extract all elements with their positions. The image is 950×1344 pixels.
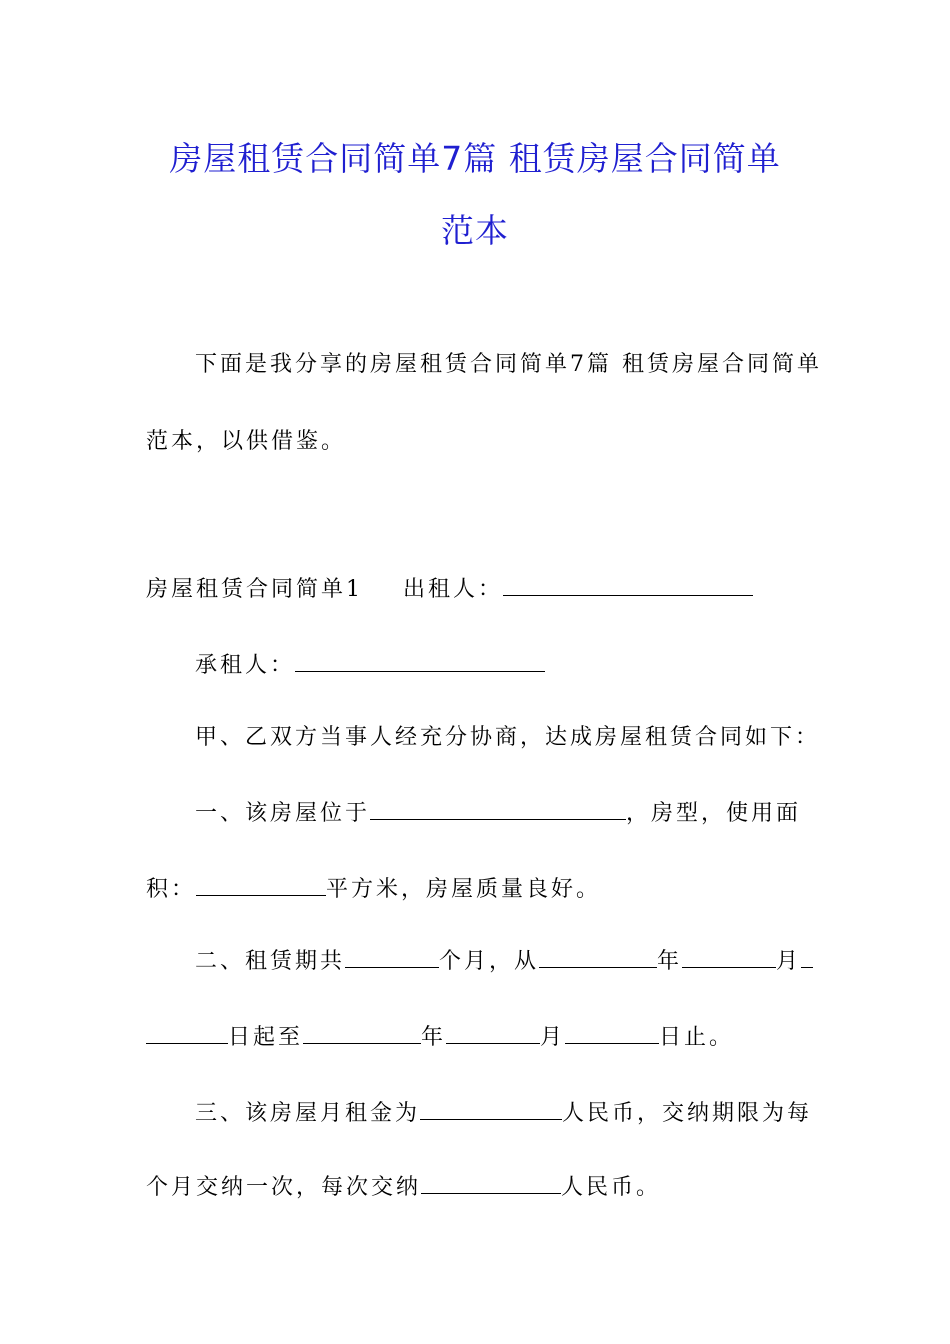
end-month-blank xyxy=(446,1023,540,1044)
lessee-blank xyxy=(295,651,545,672)
clause-2-text-g: 月 xyxy=(540,1025,566,1050)
clause-3-text-a: 三、该房屋月租金为 xyxy=(195,1101,421,1126)
clause-2-text-c: 年 xyxy=(657,949,683,974)
clause-3-row-2 xyxy=(146,1170,661,1201)
clause-2-row-2 xyxy=(146,1020,734,1051)
start-day-blank-part xyxy=(801,947,813,968)
clause-2-text-d: 月 xyxy=(776,949,802,974)
lessee-row xyxy=(195,648,545,679)
payment-amount-blank xyxy=(421,1173,561,1194)
clause-3-text-b: 人民币，交纳期限为每 xyxy=(562,1101,813,1126)
section-heading: 房屋租赁合同简单1 xyxy=(146,577,363,602)
clause-2-text-b: 个月，从 xyxy=(439,949,540,974)
clause-1-row-1 xyxy=(195,796,801,827)
intro-line-1: 下面是我分享的房屋租赁合同简单7篇 租赁房屋合同简单 xyxy=(195,352,822,377)
clause-2-text-f: 年 xyxy=(421,1025,447,1050)
end-year-blank xyxy=(303,1023,421,1044)
monthly-rent-blank xyxy=(420,1099,562,1120)
intro-line-2: 范本，以供借鉴。 xyxy=(146,429,347,454)
months-blank xyxy=(345,947,439,968)
end-day-blank xyxy=(565,1023,659,1044)
lessor-label: 出租人： xyxy=(403,577,504,602)
clause-3-text-d: 人民币。 xyxy=(561,1175,662,1200)
clause-3-row-1 xyxy=(195,1096,812,1127)
start-month-blank xyxy=(682,947,776,968)
document-title-line-1: 房屋租赁合同简单7篇 租赁房屋合同简单 xyxy=(169,139,781,178)
clause-1-text-d: 平方米，房屋质量良好。 xyxy=(326,877,602,902)
clause-2-text-h: 日止。 xyxy=(659,1025,735,1050)
section-heading-row xyxy=(146,572,753,603)
clause-1-text-c: 积： xyxy=(146,877,197,902)
clause-2-text-a: 二、租赁期共 xyxy=(195,949,346,974)
area-blank xyxy=(196,875,326,896)
lessee-label: 承租人： xyxy=(195,653,296,678)
start-year-blank xyxy=(539,947,657,968)
agreement-line: 甲、乙双方当事人经充分协商，达成房屋租赁合同如下： xyxy=(195,725,821,750)
clause-2-text-e: 日起至 xyxy=(228,1025,304,1050)
clause-1-row-2 xyxy=(146,872,601,903)
clause-1-text-a: 一、该房屋位于 xyxy=(195,801,371,826)
clause-1-text-b: ，房型，使用面 xyxy=(626,801,802,826)
address-blank xyxy=(370,799,626,820)
clause-3-text-c: 个月交纳一次，每次交纳 xyxy=(146,1175,422,1200)
lessor-blank xyxy=(503,575,753,596)
clause-2-row-1 xyxy=(195,944,813,975)
start-day-blank xyxy=(146,1023,228,1044)
document-title-line-2: 范本 xyxy=(441,211,509,250)
